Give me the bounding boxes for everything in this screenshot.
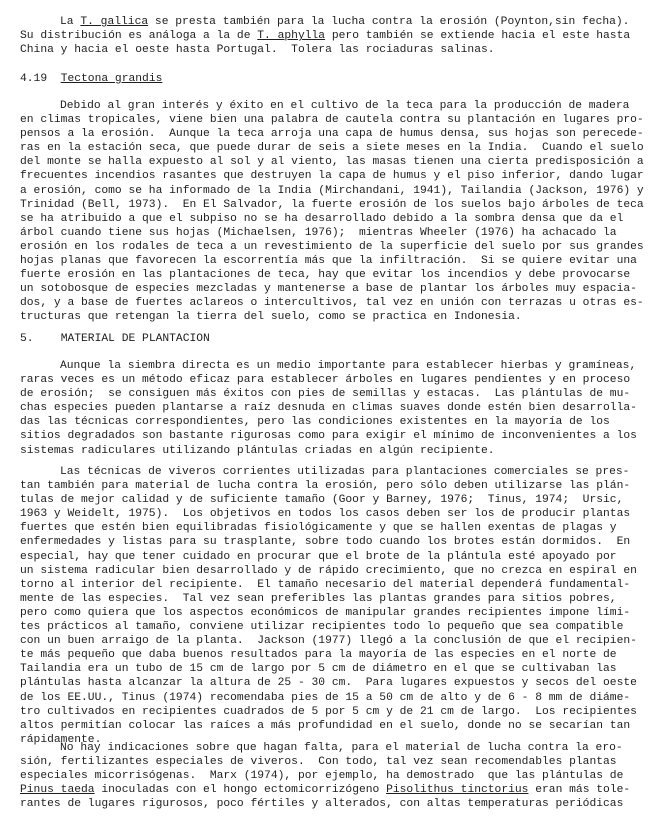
text-line: ras en la estación seca, que puede durar de seis a siete meses en la India. Cuando el suelo <box>20 142 644 155</box>
text-line: en climas tropicales, viene bien una palabra de cautela contra su plantación en lugares pro- <box>20 114 644 127</box>
text-line: sión, fertilizantes especiales de viveros. Con todo, tal vez sean recomendables plantas <box>20 756 617 769</box>
text-line: de erosión; se consiguen más éxitos con pies de semillas y estacas. Las plántulas de mu- <box>20 388 631 401</box>
text-line: pero como quiera que los aspectos económicos de manipular grandes recipientes impone lími- <box>20 606 631 619</box>
section-number: 5. <box>20 333 34 345</box>
text-line: tulas de mejor calidad y de suficiente tamaño (Goor y Barney, 1976; Tinus, 1974; Ursic, <box>20 494 624 507</box>
text-line: China y hacia el oeste hasta Portugal. Tolera las rociaduras salinas. <box>20 44 495 57</box>
paragraph-fertilizantes <box>0 741 650 811</box>
text-line: No hay indicaciones sobre que hagan falta, para el material de lucha contra la ero- <box>60 742 623 754</box>
paragraph-viveros <box>0 465 650 747</box>
text-line: de los EE.UU., Tinus (1974) recomendaba pies de 15 a 50 cm de alto y de 6 - 8 mm de diáme- <box>20 691 631 704</box>
text-line: frecuentes incendios rasantes que destruyen la capa de humus y el piso inferior, dando lugar <box>20 170 644 183</box>
text-line: das las técnicas correspondientes, pero las condiciones existentes en la mayoría de los <box>20 416 610 429</box>
text-line: árbol cuando tiene sus hojas (Michaelsen, 1976); mientras Wheeler (1976) ha achacado la <box>20 226 617 239</box>
species-name: Pinus taeda <box>20 784 95 797</box>
species-name: Pisolithus tinctorius <box>386 784 529 797</box>
text-line: del monte se halla expuesto al sol y al viento, las masas tienen una cierta predisposición a <box>20 156 644 169</box>
text-line: tructuras que retengan la tierra del suelo, como se practica en Indonesia. <box>20 311 522 324</box>
species-name: T. gallica <box>80 16 149 28</box>
text-line: fuerte erosión en las plantaciones de teca, hay que evitar los incendios y debe provocarse <box>20 269 631 282</box>
text-line: Tailandia era un tubo de 15 cm de largo por 5 cm de diámetro en el que se cultivaban las <box>20 663 617 676</box>
section-title: MATERIAL DE PLANTACION <box>60 333 210 345</box>
text-line: hojas planas que favorecen la escorrentía más que la infiltración. Si se quiere evitar una <box>20 255 637 268</box>
text-line: un sotobosque de especies mezcladas y mantenerse a base de plantar los árboles muy espacia- <box>20 283 637 296</box>
text-line: se ha atribuido a que el subpiso no se ha desarrollado debido a la sombra densa que da el <box>20 212 624 225</box>
paragraph-tectona <box>0 99 650 325</box>
section-heading-4-19 <box>0 72 162 86</box>
text-line: tes prácticos al tamaño, conviene utilizar recipientes todo lo pequeño que sea compatible <box>20 621 624 634</box>
paragraph-tamarix-gallica <box>0 15 650 57</box>
text-line: torno al interior del recipiente. El tamaño necesario del material dependerá fundamental- <box>20 578 631 591</box>
text-line: enfermedades y listas para su trasplante, sobre todo cuando los brotes están dormidos. En <box>20 536 631 549</box>
text-line: rantes de lugares rigurosos, poco fértiles y alterados, con altas temperaturas periódicas <box>20 798 624 811</box>
text-line: sistemas radiculares utilizando plántulas criadas en algún recipiente. <box>20 444 495 457</box>
text-line: pensos a la erosión. Aunque la teca arroja una capa de humus densa, sus hojas son perecede- <box>20 128 644 141</box>
text-line: un sistema radicular bien desarrollado y de rápido crecimiento, que no crezca en espiral en <box>20 564 637 577</box>
text-line: tan también para material de lucha contra la erosión, pero sólo deben utilizarse las plán- <box>20 480 631 493</box>
text-line: a erosión, como se ha informado de la India (Mirchandani, 1941), Tailandia (Jackson, 1976) y <box>20 184 644 197</box>
text-line: Las técnicas de viveros corrientes utilizadas para plantaciones comerciales se pres- <box>60 466 630 478</box>
text-line: Debido al gran interés y éxito en el cultivo de la teca para la producción de madera <box>60 100 630 112</box>
text-line: tro cultivados en recipientes cuadrados de 5 por 5 cm y de 21 cm de largo. Los recipientes <box>20 705 637 718</box>
text-line: especiales micorrisógenas. Marx (1974), por ejemplo, ha demostrado que las plántulas de <box>20 770 624 783</box>
text-line: dos, y a base de fuertes aclareos o intercultivos, tal vez en unión con terrazas u otras es- <box>20 297 644 310</box>
text-line: te más pequeño que daba buenos resultados para la mayoría de las especies en el norte de <box>20 649 617 662</box>
text-line: con un buen arraigo de la planta. Jackson (1977) llegó a la conclusión de que el recipien- <box>20 635 637 648</box>
text-line: La T. gallica se presta también para la lucha contra la erosión (Poynton,sin fecha). <box>60 16 630 28</box>
text-line: erosión en los rodales de teca a un revestimiento de la superficie del suelo por sus grandes <box>20 240 644 253</box>
text-line: plántulas hasta alcanzar la altura de 25 - 30 cm. Para lugares expuestos y secos del oeste <box>20 677 637 690</box>
text-line: Aunque la siembra directa es un medio importante para establecer hierbas y gramíneas, <box>60 360 637 372</box>
text-line: altos permitían colocar las raíces a más profundidad en el suelo, donde no se secarían tan <box>20 719 631 732</box>
text-line: raras veces es un método eficaz para establecer árboles en lugares pendientes y en proceso <box>20 374 631 387</box>
text-line: chas especies pueden plantarse a raíz desnuda en climas suaves donde estén bien desarrolla- <box>20 402 637 415</box>
paragraph-siembra <box>0 359 650 458</box>
text-line: rápidamente. <box>20 733 102 746</box>
text-line: sitios degradados son bastante rigurosas como para exigir el mínimo de inconvenientes a los <box>20 430 637 443</box>
section-title: Tectona grandis <box>60 73 163 85</box>
text-line: fuertes que estén bien equilibradas fisiológicamente y que se hallen exentas de plagas y <box>20 522 617 535</box>
text-line: Trinidad (Bell, 1973). En El Salvador, la fuerte erosión de los suelos bajo árboles de teca <box>20 198 644 211</box>
text-line: especial, hay que tener cuidado en procurar que el brote de la plántula esté apoyado por <box>20 550 617 563</box>
section-number: 4.19 <box>20 73 48 85</box>
text-line: mente de las especies. Tal vez sean preferibles las plantas grandes para sitios pobres, <box>20 592 617 605</box>
section-heading-5 <box>0 332 210 346</box>
species-name: T. aphylla <box>257 30 326 43</box>
text-line: Su distribución es análoga a la de T. aphylla pero también se extiende hacia el este hasta <box>20 30 631 43</box>
text-line: Pinus taeda inoculadas con el hongo ectomicorrizógeno Pisolithus tinctorius eran más tole- <box>20 784 631 797</box>
text-line: 1963 y Weidelt, 1975). Los objetivos en todos los casos deben ser los de producir plantas <box>20 508 631 521</box>
